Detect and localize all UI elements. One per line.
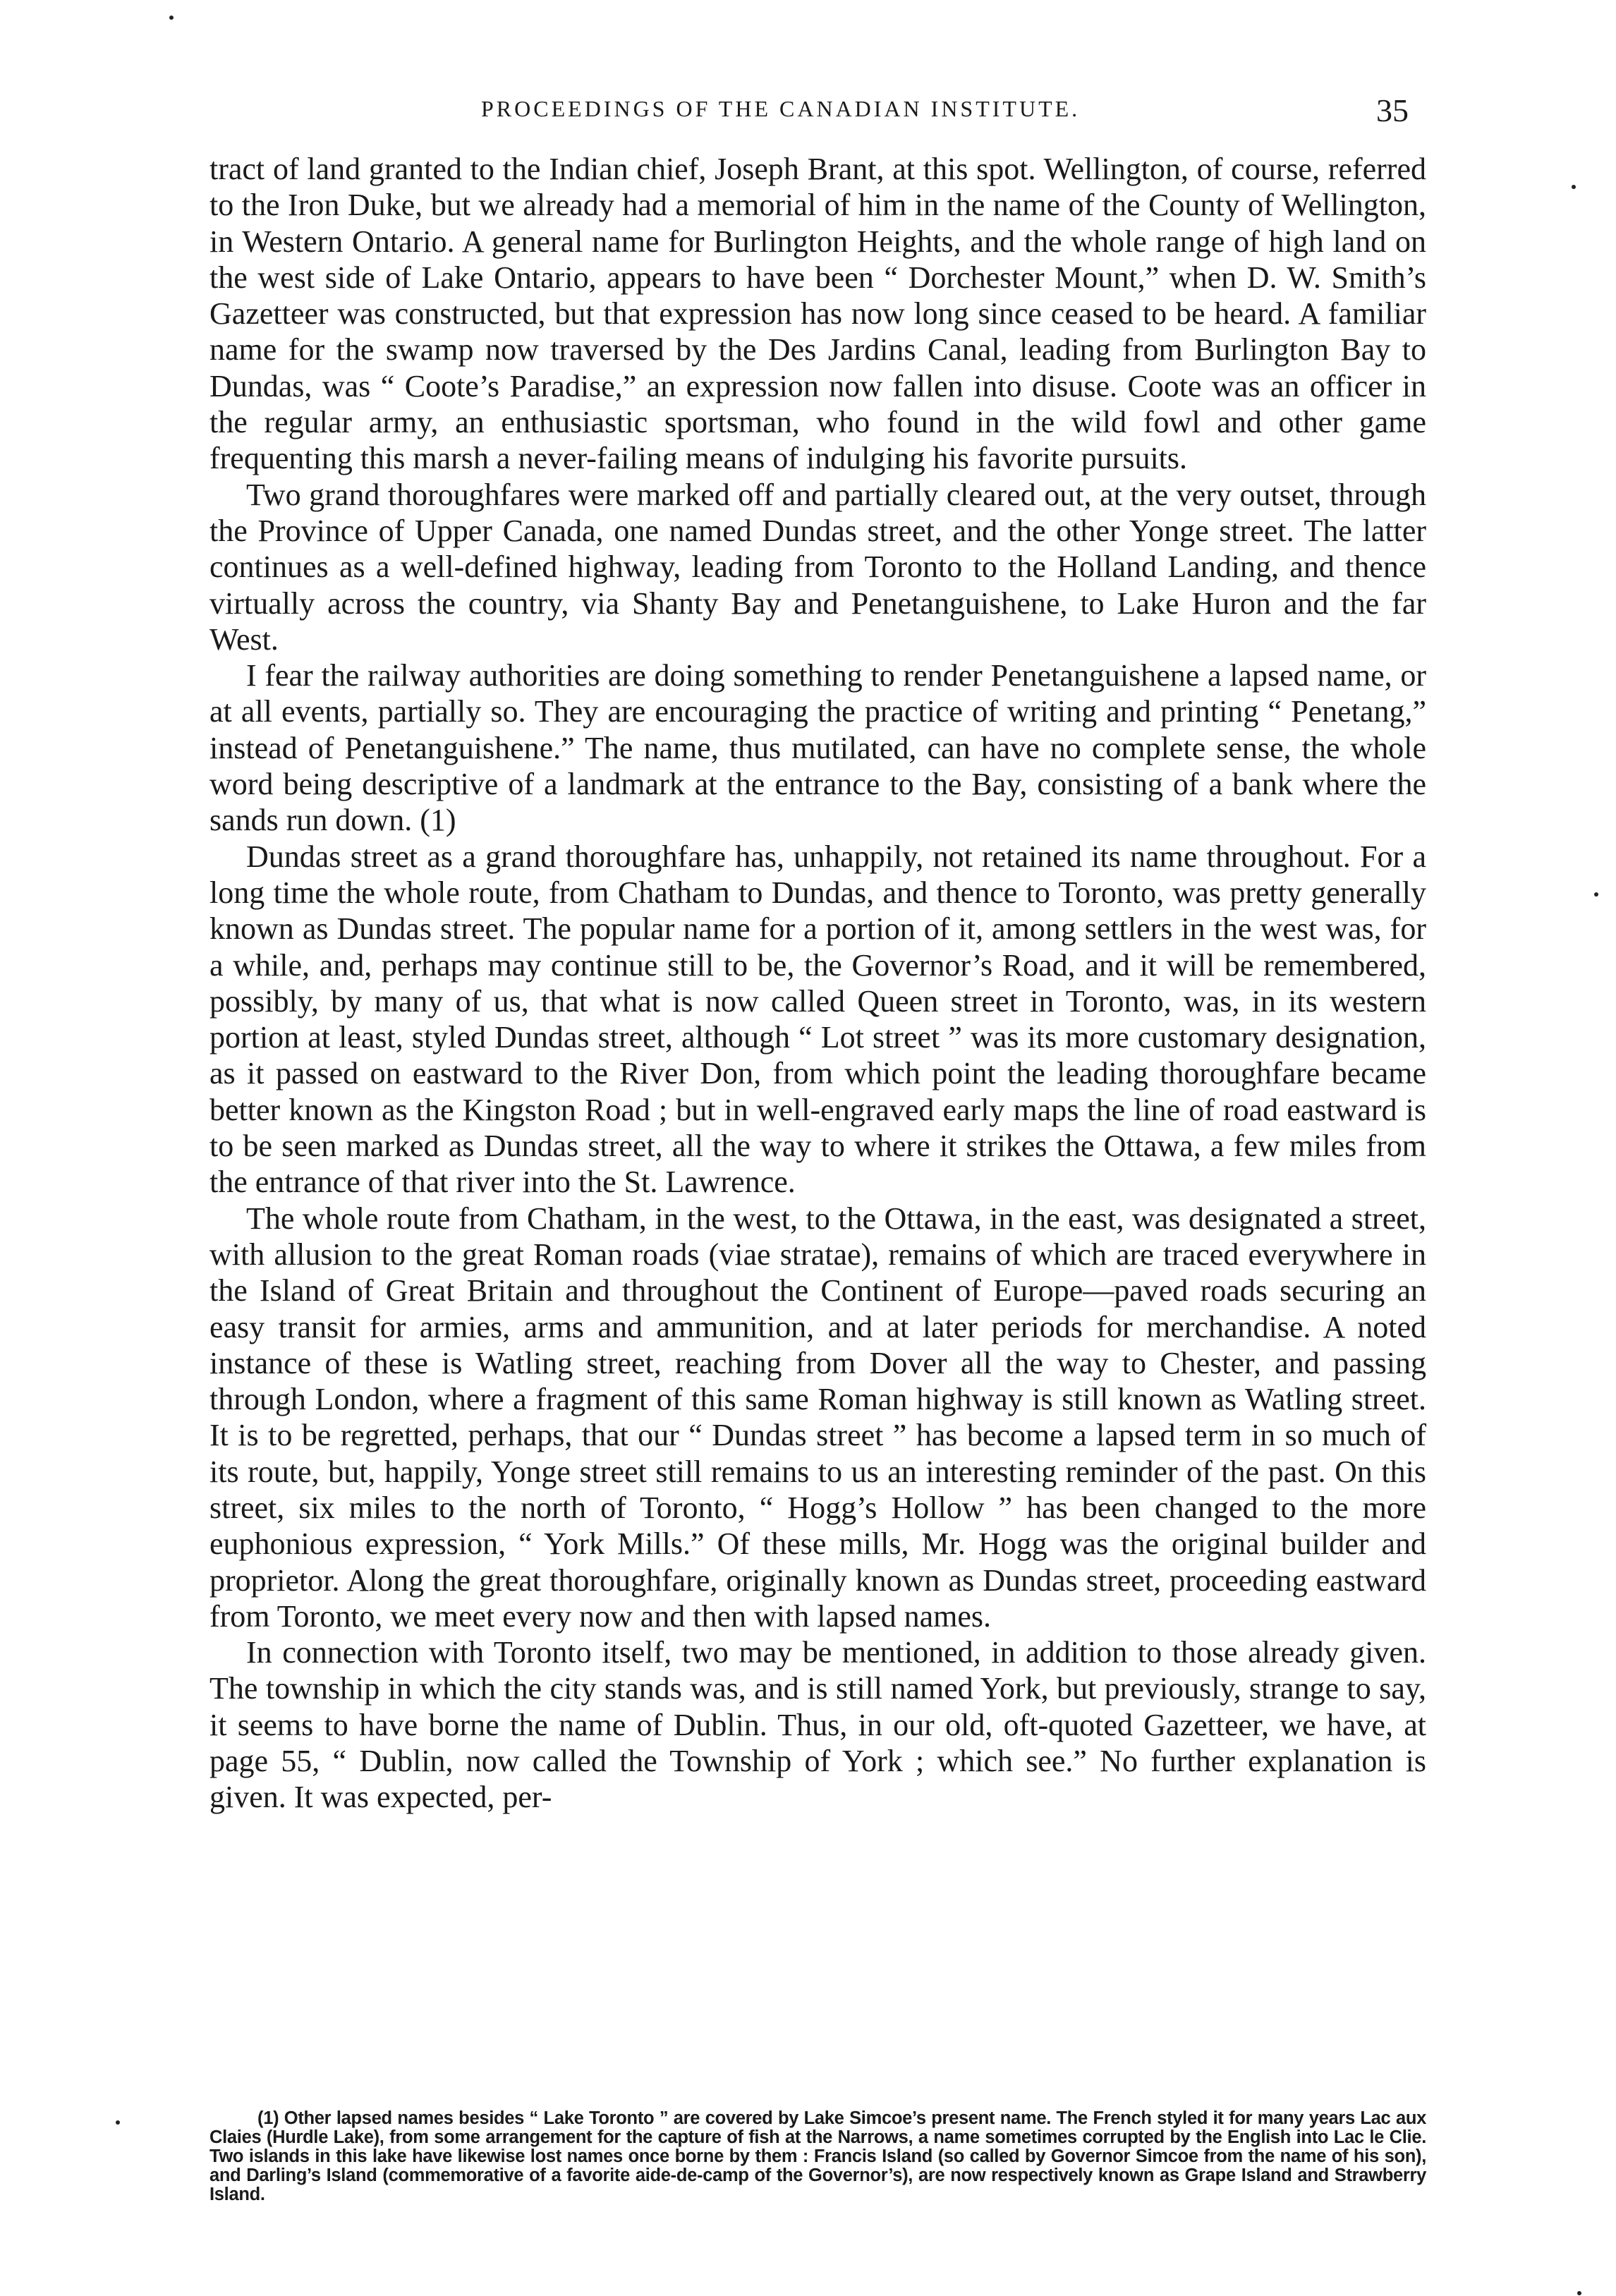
footnote	[209, 2109, 1426, 2204]
paragraph-3: I fear the railway authorities are doing something to render Penetanguishene a lapsed name, or at all events, partially so. They are encouraging the practice of writing and printing “ Penetang,” instead of Penetanguishene.” The name, thus mutilated, can have no complete sense, the whole word being descriptive of a landmark at the entrance to the Bay, consisting of a bank where the sands run down. (1)	[209, 658, 1426, 838]
paragraph-6: In connection with Toronto itself, two may be mentioned, in addition to those already given. The township in which the city stands was, and is still named York, but previously, strange to say, it seems to have borne the name of Dublin. Thus, in our old, oft-quoted Gazetteer, we have, at page 55, “ Dublin, now called the Township of York ; which see.” No further explanation is given. It was expected, per-	[209, 1635, 1426, 1815]
scan-speck	[1594, 892, 1598, 897]
page-number: 35	[1376, 92, 1409, 128]
running-title: PROCEEDINGS OF THE CANADIAN INSTITUTE.	[481, 96, 1081, 121]
footnote-text: (1) Other lapsed names besides “ Lake Toronto ” are covered by Lake Simcoe’s present name. The French styled it for many years Lac aux Claies (Hurdle Lake), from some arrangement for the capture of fish at the Narrows, a name sometimes corrupted by the English into Lac le Clie. Two islands in this lake have likewise lost names once borne by them : Francis Island (so called by Governor Simcoe from the name of his son), and Darling’s Island (commemorative of a favorite aide-de-camp of the Governor’s), are now respectively known as Grape Island and Strawberry Island.	[209, 2108, 1426, 2204]
scan-speck	[169, 16, 174, 20]
scan-speck	[1572, 185, 1576, 189]
running-head	[209, 92, 1409, 138]
scan-speck	[1577, 2291, 1581, 2295]
scan-speck	[116, 2120, 120, 2125]
body-text	[209, 151, 1426, 1816]
paragraph-2: Two grand thoroughfares were marked off and partially cleared out, at the very outset, through the Province of Upper Canada, one named Dundas street, and the other Yonge street. The latter continues as a well-defined highway, leading from Toronto to the Holland Landing, and thence virtually across the country, via Shanty Bay and Penetanguishene, to Lake Huron and the far West.	[209, 477, 1426, 657]
paragraph-1: tract of land granted to the Indian chief, Joseph Brant, at this spot. Wellington, of course, referred to the Iron Duke, but we already had a memorial of him in the name of the County of Wellington, in Western Ontario. A general name for Burlington Heights, and the whole range of high land on the west side of Lake Ontario, appears to have been “ Dorchester Mount,” when D. W. Smith’s Gazetteer was constructed, but that expression has now long since ceased to be heard. A familiar name for the swamp now traversed by the Des Jardins Canal, leading from Burlington Bay to Dundas, was “ Coote’s Paradise,” an expression now fallen into disuse. Coote was an officer in the regular army, an enthusiastic sportsman, who found in the wild fowl and other game frequenting this marsh a never-failing means of indulging his favorite pursuits.	[209, 152, 1426, 476]
paragraph-4: Dundas street as a grand thoroughfare has, unhappily, not retained its name throughout. For a long time the whole route, from Chatham to Dundas, and thence to Toronto, was pretty generally known as Dundas street. The popular name for a portion of it, among settlers in the west was, for a while, and, perhaps may continue still to be, the Governor’s Road, and it will be remembered, possibly, by many of us, that what is now called Queen street in Toronto, was, in its western portion at least, styled Dundas street, although “ Lot street ” was its more customary designation, as it passed on eastward to the River Don, from which point the leading thoroughfare became better known as the Kingston Road ; but in well-engraved early maps the line of road eastward is to be seen marked as Dundas street, all the way to where it strikes the Ottawa, a few miles from the entrance of that river into the St. Lawrence.	[209, 839, 1426, 1200]
paragraph-5: The whole route from Chatham, in the west, to the Ottawa, in the east, was designated a street, with allusion to the great Roman roads (viae stratae), remains of which are traced everywhere in the Island of Great Britain and throughout the Continent of Europe—paved roads securing an easy transit for armies, arms and ammunition, and at later periods for merchandise. A noted instance of these is Watling street, reaching from Dover all the way to Chester, and passing through London, where a fragment of this same Roman highway is still known as Watling street. It is to be regretted, perhaps, that our “ Dundas street ” has become a lapsed term in so much of its route, but, happily, Yonge street still remains to us an interesting reminder of the past. On this street, six miles to the north of Toronto, “ Hogg’s Hollow ” has been changed to the more euphonious expression, “ York Mills.” Of these mills, Mr. Hogg was the original builder and proprietor. Along the great thoroughfare, originally known as Dundas street, proceeding eastward from Toronto, we meet every now and then with lapsed names.	[209, 1201, 1426, 1634]
